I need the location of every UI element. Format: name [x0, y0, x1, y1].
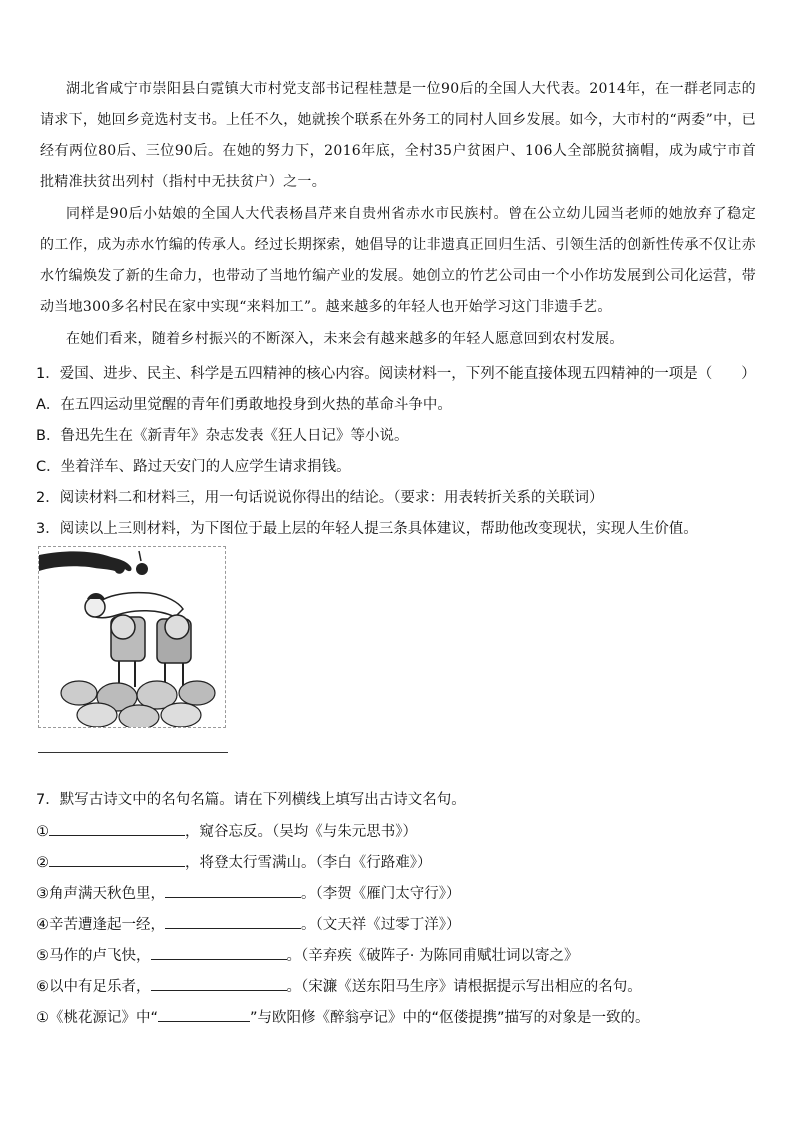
question-3: 3．阅读以上三则材料，为下图位于最上层的年轻人提三条具体建议，帮助他改变现状，实现人生价值。: [36, 521, 698, 537]
item-prefix: ③角声满天秋色里，: [36, 886, 165, 902]
item-prefix: ①《桃花源记》中“: [36, 1010, 159, 1026]
item-number: ②: [36, 855, 49, 871]
material-paragraph-2: 同样是90后小姑娘的全国人大代表杨昌芹来自贵州省赤水市民族村。曾在公立幼儿园当老师的她放弃了稳定的工作，成为赤水竹编的传承人。经过长期探索，她倡导的让非遗真正回归生活、引领生活的创新性传承不仅让赤水竹编焕发了新的生命力，也带动了当地竹编产业的发展。她创立的竹艺公司由一个小作坊发展到公司化运营，带动当地300多名村民在家中实现“来料加工”。越来越多的年轻人也开始学习这门非遗手艺。: [40, 206, 756, 315]
poetry-item-3: [36, 883, 461, 904]
poetry-item-4: [36, 914, 461, 935]
question-2: 2．阅读材料二和材料三，用一句话说说你得出的结论。（要求：用表转折关系的关联词）: [36, 490, 604, 506]
cartoon-drawing: [39, 547, 225, 727]
poetry-item-2: [36, 852, 432, 873]
item-prefix: ⑤马作的卢飞快，: [36, 948, 151, 964]
item-text: 。（宋濂《送东阳马生序》请根据提示写出相应的名句。: [286, 979, 642, 995]
question-1-option-b: B．鲁迅先生在《新青年》杂志发表《狂人日记》等小说。: [36, 428, 409, 444]
item-text: 。（李贺《雁门太守行》）: [301, 886, 461, 902]
fill-blank-3[interactable]: [165, 883, 301, 898]
item-text: 。（文天祥《过零丁洋》）: [301, 917, 461, 933]
item-text: ”与欧阳修《醉翁亭记》中的“伛偻提携”描写的对象是一致的。: [250, 1010, 650, 1026]
item-text: ，窥谷忘反。（吴均《与朱元思书》）: [185, 824, 417, 840]
fill-blank-6[interactable]: [151, 976, 287, 991]
item-text: ，将登太行雪满山。（李白《行路难》）: [185, 855, 432, 871]
question-1-option-a: A．在五四运动里觉醒的青年们勇敢地投身到火热的革命斗争中。: [36, 397, 452, 413]
fill-blank-7[interactable]: [158, 1007, 250, 1022]
material-paragraph-1: 湖北省咸宁市崇阳县白霓镇大市村党支部书记程桂慧是一位90后的全国人大代表。2014年，在一群老同志的请求下，她回乡竞选村支书。上任不久，她就挨个联系在外务工的同村人回乡发展。如今，大市村的“两委”中，已经有两位80后、三位90后。在她的努力下，2016年底，全村35户贫困户、106人全部脱贫摘帽，成为咸宁市首批精准扶贫出列村（指村中无扶贫户）之一。: [40, 81, 756, 190]
fill-blank-2[interactable]: [49, 852, 185, 867]
answer-line[interactable]: [38, 752, 228, 753]
poetry-item-6: [36, 976, 642, 997]
item-number: ①: [36, 824, 49, 840]
material-paragraph-3: 在她们看来，随着乡村振兴的不断深入，未来会有越来越多的年轻人愿意回到农村发展。: [66, 331, 624, 347]
item-prefix: ④辛苦遭逢起一经，: [36, 917, 165, 933]
question-1: 1．爱国、进步、民主、科学是五四精神的核心内容。阅读材料一，下列不能直接体现五四精神的一项是（ ）: [36, 366, 756, 382]
poetry-item-1: [36, 821, 417, 842]
item-text: 。（辛弃疾《破阵子· 为陈同甫赋壮词以寄之》: [286, 948, 579, 964]
fill-blank-5[interactable]: [151, 945, 287, 960]
fill-blank-1[interactable]: [49, 821, 185, 836]
item-prefix: ⑥以中有足乐者，: [36, 979, 151, 995]
poetry-heading: 7．默写古诗文中的名句名篇。请在下列横线上填写出古诗文名句。: [36, 792, 466, 808]
cartoon-illustration: [38, 546, 226, 728]
poetry-item-5: [36, 945, 578, 966]
poetry-item-7: [36, 1007, 650, 1028]
fill-blank-4[interactable]: [165, 914, 301, 929]
question-1-option-c: C．坐着洋车、路过天安门的人应学生请求捐钱。: [36, 459, 351, 475]
